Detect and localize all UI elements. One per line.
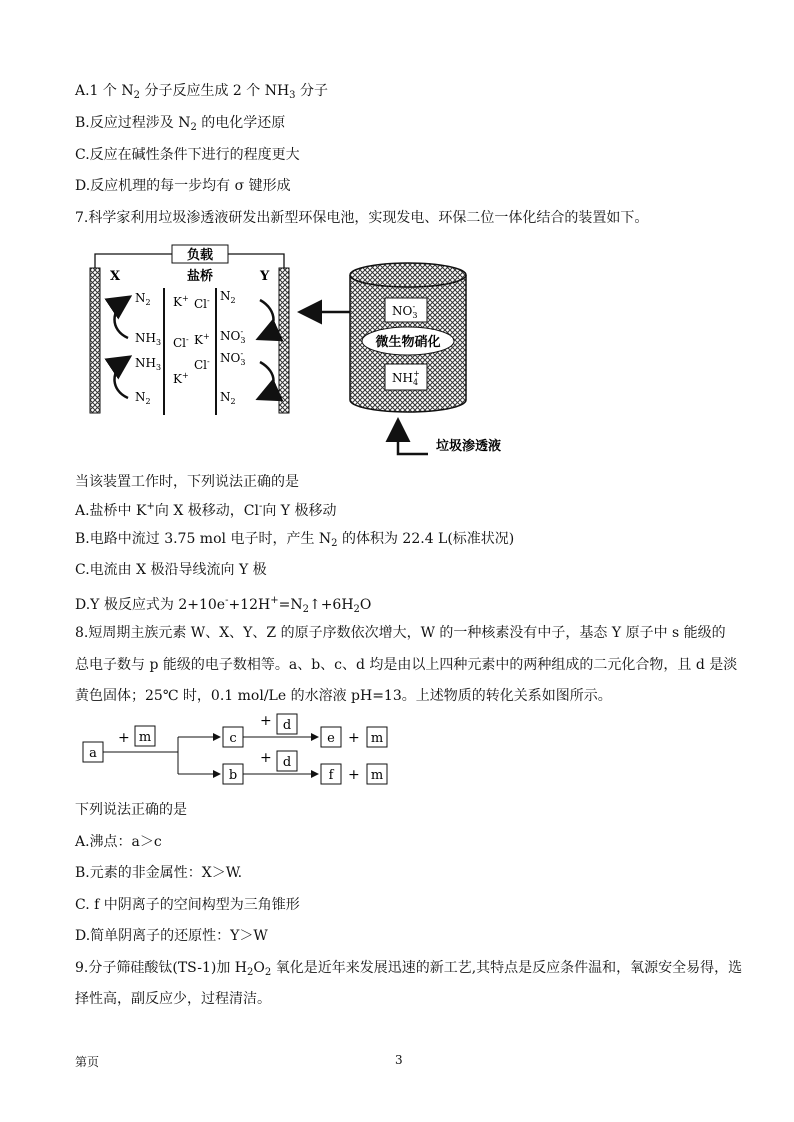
svg-text:c: c <box>229 731 237 746</box>
svg-text:a: a <box>89 746 97 761</box>
q8-stem-line-2: 总电子数与 p 能级的电子数相等。a、b、c、d 均是由以上四种元素中的两种组成的二元化合物，且 d 是淡 <box>75 657 738 673</box>
footer-label: 第页 <box>75 1055 100 1069</box>
q8-question: 下列说法正确的是 <box>75 802 187 818</box>
svg-text:Cl-: Cl- <box>173 335 189 350</box>
load-label: 负载 <box>186 248 214 263</box>
q8-option-a: A.沸点：a＞c <box>75 834 162 850</box>
leachate-label: 垃圾渗透液 <box>436 439 502 454</box>
q9-stem-line-2: 择性高，副反应少，过程清洁。 <box>75 991 271 1007</box>
svg-text:K+: K+ <box>194 332 210 347</box>
svg-text:m: m <box>370 731 384 746</box>
q9-stem-line-1: 9.分子筛硅酸钛(TS-1)加 $H_2O_2$ 氧化是近年来发展迅速的新工艺,其特点是反应条件温和，氧源安全易得，选 <box>75 960 743 978</box>
svg-text:+: + <box>118 730 130 746</box>
salt-bridge-label: 盐桥 <box>186 269 214 284</box>
svg-text:NH3: $NH_3$ <box>135 331 162 347</box>
q8-stem-line-3: 黄色固体；25℃ 时，0.1 mol/Le 的水溶液 pH=13。上述物质的转化关系如图所示。 <box>75 688 612 704</box>
q7-option-c: C.电流由 X 极沿导线流向 Y 极 <box>75 562 267 578</box>
y-label: Y <box>260 269 270 284</box>
q6-option-d: D.反应机理的每一步均有 σ 键形成 <box>75 178 291 194</box>
svg-text:+: + <box>348 767 360 783</box>
q7-option-a: A.盐桥中 K+向 X 极移动，Cl-向 Y 极移动 <box>75 501 337 519</box>
svg-text:e: e <box>327 731 335 746</box>
battery-diagram <box>80 240 530 460</box>
q8-option-c: C. f 中阴离子的空间构型为三角锥形 <box>75 897 300 913</box>
x-label: X <box>110 269 121 284</box>
q8-stem-line-1: 8.短周期主族元素 W、X、Y、Z 的原子序数依次增大，W 的一种核素没有中子，基态 Y 原子中 s 能级的 <box>75 625 726 641</box>
svg-text:d: d <box>282 755 292 770</box>
svg-text:K+: K+ <box>173 371 189 386</box>
svg-text:N2: $N_2$ <box>220 390 236 406</box>
q8-option-b: B.元素的非金属性：X＞W. <box>75 865 243 881</box>
svg-text:NO3-: $NO_3-$ <box>220 327 246 345</box>
svg-text:K+: K+ <box>173 294 189 309</box>
svg-text:NO3-: $NO_3-$ <box>392 302 418 320</box>
svg-text:N2: $N_2$ <box>135 390 151 406</box>
svg-text:Cl-: Cl- <box>194 296 210 311</box>
svg-text:f: f <box>328 768 334 783</box>
svg-text:+: + <box>348 730 360 746</box>
svg-text:d: d <box>282 718 292 733</box>
svg-text:m: m <box>138 730 152 745</box>
svg-text:NO3-: $NO_3-$ <box>220 349 246 367</box>
q6-option-b: B.反应过程涉及 $N_2$ 的电化学还原 <box>75 115 286 133</box>
svg-text:+: + <box>260 750 272 766</box>
q7-question: 当该装置工作时，下列说法正确的是 <box>75 474 299 490</box>
svg-text:m: m <box>370 768 384 783</box>
svg-text:Cl-: Cl- <box>194 357 210 372</box>
q7-option-d: D.Y 极反应式为 $2+10e^-+12H^+=N_2↑+6H_2O$ <box>75 595 372 615</box>
microbe-label: 微生物硝化 <box>375 335 441 350</box>
q8-option-d: D.简单阴离子的还原性：Y＞W <box>75 928 268 944</box>
conversion-diagram <box>80 712 400 792</box>
svg-text:b: b <box>228 768 238 783</box>
svg-text:NH4+: $NH_4+$ <box>392 369 420 387</box>
q6-option-c: C.反应在碱性条件下进行的程度更大 <box>75 147 300 163</box>
svg-text:N2: $N_2$ <box>220 289 236 305</box>
svg-text:N2: $N_2$ <box>135 291 151 307</box>
svg-text:NH3: $NH_3$ <box>135 356 162 372</box>
electrode-y <box>279 268 289 413</box>
q6-option-a: A.1 个 $N_2$ 分子反应生成 2 个 $NH_3$ 分子 <box>75 83 328 101</box>
q7-option-b: B.电路中流过 3.75 mol 电子时，产生 $N_2$ 的体积为 22.4 L(标准状况) <box>75 531 515 549</box>
page-number: 3 <box>395 1053 403 1067</box>
svg-text:+: + <box>260 713 272 729</box>
q7-stem: 7.科学家利用垃圾渗透液研发出新型环保电池，实现发电、环保二位一体化结合的装置如下。 <box>75 210 649 226</box>
electrode-x <box>90 268 100 413</box>
